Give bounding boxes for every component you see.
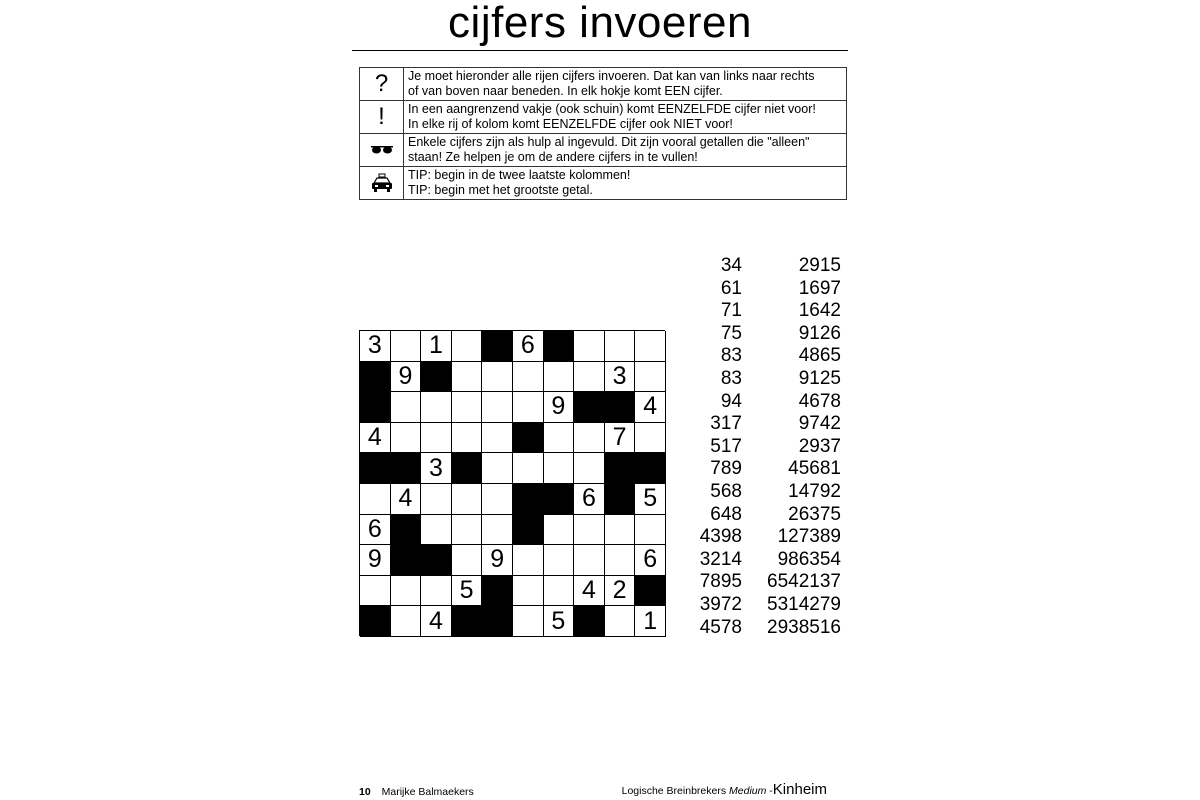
number-entry: 5314279 [767, 593, 841, 615]
empty-cell[interactable] [421, 423, 452, 454]
number-entry: 3214 [699, 548, 742, 570]
given-digit-cell: 7 [605, 423, 636, 454]
question-icon: ? [360, 68, 404, 101]
black-cell [421, 362, 452, 393]
footer-right [580, 781, 827, 798]
instruction-text [404, 167, 847, 200]
empty-cell[interactable] [513, 606, 544, 637]
empty-cell[interactable] [544, 515, 575, 546]
number-entry: 517 [710, 435, 742, 457]
black-cell [482, 331, 513, 362]
number-entry: 9125 [798, 367, 841, 389]
number-list-short [690, 255, 742, 639]
difficulty-level: Medium [729, 785, 767, 797]
given-digit-cell: 4 [635, 392, 666, 423]
number-entry: 14792 [788, 480, 841, 502]
empty-cell[interactable] [482, 453, 513, 484]
page-number: 10 [359, 786, 371, 798]
empty-cell[interactable] [513, 453, 544, 484]
number-entry: 4398 [699, 526, 742, 548]
given-digit-cell: 2 [605, 576, 636, 607]
given-digit-cell: 9 [544, 392, 575, 423]
given-digit-cell: 3 [421, 453, 452, 484]
number-entry: 26375 [788, 503, 841, 525]
instruction-line: of van boven naar beneden. In elk hokje komt EEN cijfer. [408, 84, 723, 98]
empty-cell[interactable] [513, 362, 544, 393]
empty-cell[interactable] [544, 423, 575, 454]
black-cell [635, 453, 666, 484]
instruction-line: Enkele cijfers zijn als hulp al ingevuld. Dit zijn vooral getallen die "alleen" [408, 135, 810, 149]
author-name: Marijke Balmaekers [381, 786, 474, 798]
given-digit-cell: 9 [391, 362, 422, 393]
empty-cell[interactable] [482, 484, 513, 515]
number-entry: 83 [720, 367, 742, 389]
number-entry: 34 [720, 255, 742, 276]
black-cell [544, 331, 575, 362]
empty-cell[interactable] [391, 423, 422, 454]
sunglasses-icon [360, 134, 404, 167]
empty-cell[interactable] [421, 392, 452, 423]
given-digit-cell: 9 [360, 545, 391, 576]
number-entry: 2938516 [767, 616, 841, 638]
black-cell [482, 576, 513, 607]
empty-cell[interactable] [605, 331, 636, 362]
empty-cell[interactable] [605, 606, 636, 637]
black-cell [635, 576, 666, 607]
black-cell [391, 545, 422, 576]
taxi-icon [360, 167, 404, 200]
given-digit-cell: 4 [391, 484, 422, 515]
number-entry: 4678 [798, 390, 841, 412]
number-entry: 1642 [798, 300, 841, 322]
empty-cell[interactable] [452, 545, 483, 576]
given-digit-cell: 6 [513, 331, 544, 362]
empty-cell[interactable] [635, 362, 666, 393]
given-digit-cell: 3 [605, 362, 636, 393]
given-digit-cell: 5 [635, 484, 666, 515]
title-divider [352, 50, 848, 51]
empty-cell[interactable] [391, 331, 422, 362]
empty-cell[interactable] [574, 515, 605, 546]
empty-cell[interactable] [421, 515, 452, 546]
number-entry: 9126 [798, 322, 841, 344]
number-entry: 789 [710, 458, 742, 480]
number-entry: 6542137 [767, 571, 841, 593]
empty-cell[interactable] [360, 576, 391, 607]
given-digit-cell: 4 [574, 576, 605, 607]
number-entry: 127389 [777, 526, 841, 548]
black-cell [452, 606, 483, 637]
empty-cell[interactable] [452, 515, 483, 546]
instruction-line: TIP: begin in de twee laatste kolommen! [408, 168, 631, 182]
number-entry: 3972 [699, 593, 742, 615]
given-digit-cell: 9 [482, 545, 513, 576]
black-cell [605, 453, 636, 484]
empty-cell[interactable] [421, 576, 452, 607]
empty-cell[interactable] [574, 423, 605, 454]
instruction-row [360, 68, 847, 101]
number-entry: 4578 [699, 616, 742, 638]
empty-cell[interactable] [513, 392, 544, 423]
empty-cell[interactable] [513, 576, 544, 607]
series-name: Logische Breinbrekers [621, 785, 727, 797]
instruction-line: staan! Ze helpen je om de andere cijfers in te vullen! [408, 150, 698, 164]
empty-cell[interactable] [452, 392, 483, 423]
black-cell [421, 545, 452, 576]
instruction-row [360, 101, 847, 134]
empty-cell[interactable] [544, 362, 575, 393]
footer-left [359, 786, 474, 798]
given-digit-cell: 6 [574, 484, 605, 515]
empty-cell[interactable] [635, 331, 666, 362]
number-entry: 317 [710, 413, 742, 435]
black-cell [544, 484, 575, 515]
number-entry: 83 [720, 345, 742, 367]
black-cell [360, 606, 391, 637]
empty-cell[interactable] [544, 545, 575, 576]
number-entry: 1697 [798, 277, 841, 299]
empty-cell[interactable] [452, 331, 483, 362]
black-cell [391, 453, 422, 484]
instruction-line: In een aangrenzend vakje (ook schuin) komt EENZELFDE cijfer niet voor! [408, 102, 816, 116]
number-entry: 45681 [788, 458, 841, 480]
empty-cell[interactable] [482, 362, 513, 393]
instruction-line: TIP: begin met het grootste getal. [408, 183, 593, 197]
empty-cell[interactable] [452, 362, 483, 393]
black-cell [360, 392, 391, 423]
empty-cell[interactable] [544, 453, 575, 484]
empty-cell[interactable] [391, 576, 422, 607]
black-cell [513, 423, 544, 454]
number-entry: 7895 [699, 571, 742, 593]
black-cell [574, 606, 605, 637]
number-entry: 986354 [777, 548, 841, 570]
instruction-text [404, 101, 847, 134]
given-digit-cell: 5 [544, 606, 575, 637]
instruction-row [360, 134, 847, 167]
number-entry: 2937 [798, 435, 841, 457]
empty-cell[interactable] [482, 423, 513, 454]
puzzle-grid [359, 330, 665, 636]
given-digit-cell: 6 [360, 515, 391, 546]
empty-cell[interactable] [605, 545, 636, 576]
instruction-line: In elke rij of kolom komt EENZELFDE cijfer ook NIET voor! [408, 117, 733, 131]
empty-cell[interactable] [513, 545, 544, 576]
black-cell [452, 453, 483, 484]
given-digit-cell: 5 [452, 576, 483, 607]
number-entry: 71 [720, 300, 742, 322]
exclamation-icon: ! [360, 101, 404, 134]
empty-cell[interactable] [482, 392, 513, 423]
black-cell [605, 392, 636, 423]
empty-cell[interactable] [574, 453, 605, 484]
black-cell [391, 515, 422, 546]
number-list-long [755, 255, 841, 639]
given-digit-cell: 1 [421, 331, 452, 362]
black-cell [482, 606, 513, 637]
black-cell [605, 484, 636, 515]
empty-cell[interactable] [574, 362, 605, 393]
black-cell [574, 392, 605, 423]
given-digit-cell: 1 [635, 606, 666, 637]
given-digit-cell: 3 [360, 331, 391, 362]
number-entry: 61 [720, 277, 742, 299]
number-entry: 648 [710, 503, 742, 525]
page-title: cijfers invoeren [448, 0, 752, 47]
instruction-line: Je moet hieronder alle rijen cijfers invoeren. Dat kan van links naar rechts [408, 69, 815, 83]
empty-cell[interactable] [452, 484, 483, 515]
instruction-row [360, 167, 847, 200]
instruction-text [404, 134, 847, 167]
number-entry: 2915 [798, 255, 841, 276]
empty-cell[interactable] [391, 606, 422, 637]
black-cell [360, 362, 391, 393]
empty-cell[interactable] [635, 423, 666, 454]
empty-cell[interactable] [605, 515, 636, 546]
empty-cell[interactable] [544, 576, 575, 607]
empty-cell[interactable] [574, 545, 605, 576]
empty-cell[interactable] [482, 515, 513, 546]
publisher-brand: Kinheim [772, 781, 827, 798]
number-entry: 4865 [798, 345, 841, 367]
footer-dash: - [766, 785, 773, 797]
black-cell [360, 453, 391, 484]
given-digit-cell: 4 [421, 606, 452, 637]
empty-cell[interactable] [391, 392, 422, 423]
empty-cell[interactable] [574, 331, 605, 362]
given-digit-cell: 4 [360, 423, 391, 454]
empty-cell[interactable] [360, 484, 391, 515]
instruction-text [404, 68, 847, 101]
number-entry: 75 [720, 322, 742, 344]
given-digit-cell: 6 [635, 545, 666, 576]
black-cell [513, 515, 544, 546]
instructions-table [359, 67, 847, 200]
number-entry: 568 [710, 480, 742, 502]
empty-cell[interactable] [635, 515, 666, 546]
number-entry: 9742 [798, 413, 841, 435]
empty-cell[interactable] [421, 484, 452, 515]
black-cell [513, 484, 544, 515]
number-entry: 94 [720, 390, 742, 412]
empty-cell[interactable] [452, 423, 483, 454]
